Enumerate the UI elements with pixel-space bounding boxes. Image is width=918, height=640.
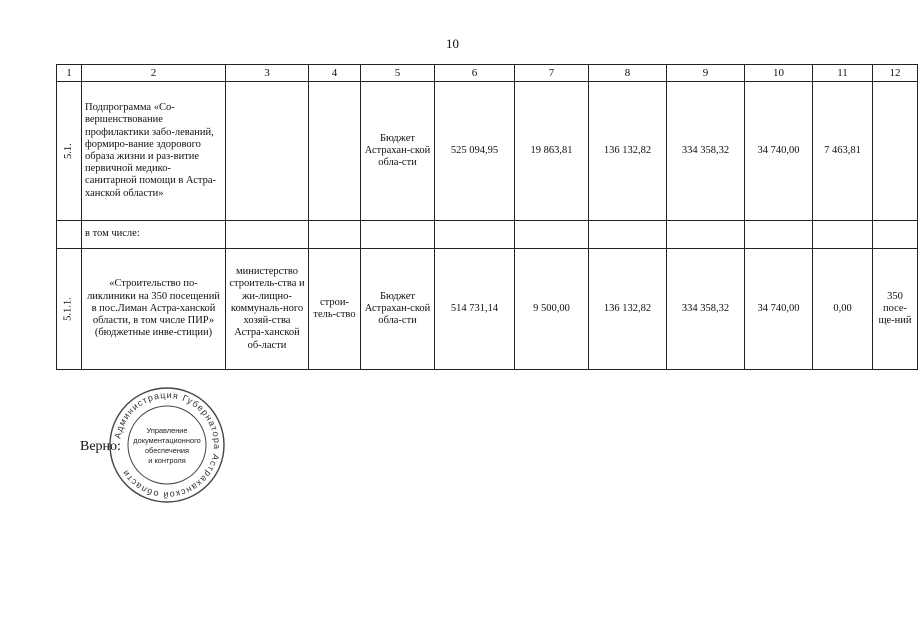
empty-cell xyxy=(589,221,667,249)
verno-label: Верно: xyxy=(80,439,121,454)
row-code-cell xyxy=(57,82,82,221)
header-cell: 8 xyxy=(589,65,667,82)
value-cell: 0,00 xyxy=(813,249,873,370)
source-cell: Бюджет Астрахан-ской обла-сти xyxy=(361,82,435,221)
stamp-center-line: документационного xyxy=(133,436,201,445)
program-name-cell: «Строительство по-ликлиники на 350 посещений в пос.Лиман Астра-ханской области, в том числе ПИР» (бюджетные инве-стиции) xyxy=(82,249,226,370)
empty-cell xyxy=(226,221,309,249)
header-cell: 9 xyxy=(667,65,745,82)
row-code: 5.1.1. xyxy=(62,297,74,321)
value-cell: 34 740,00 xyxy=(745,249,813,370)
value-cell: 334 358,32 xyxy=(667,82,745,221)
value-cell: 9 500,00 xyxy=(515,249,589,370)
empty-cell xyxy=(435,221,515,249)
result-cell: 350 посе-ще-ний xyxy=(873,249,918,370)
empty-cell xyxy=(813,221,873,249)
type-cell: строи-тель-ство xyxy=(309,249,361,370)
empty-cell xyxy=(57,221,82,249)
row-code: 5.1. xyxy=(62,143,74,159)
program-name-cell: Подпрограмма «Со-вершенствование профилактики забо-леваний, формиро-вание здорового образа жизни и раз-витие первичной медико-санитарной помощи в Астра-ханской области» xyxy=(82,82,226,221)
table-row xyxy=(57,82,918,221)
stamp-ring-text: Администрация Губернатора Астраханской области xyxy=(112,389,223,501)
header-cell: 11 xyxy=(813,65,873,82)
header-cell: 1 xyxy=(57,65,82,82)
header-cell: 12 xyxy=(873,65,918,82)
value-cell: 136 132,82 xyxy=(589,249,667,370)
empty-cell xyxy=(309,221,361,249)
stamp-center-line: обеспечения xyxy=(144,446,190,455)
empty-cell xyxy=(361,221,435,249)
value-cell: 334 358,32 xyxy=(667,249,745,370)
row-code-cell xyxy=(57,249,82,370)
header-cell: 10 xyxy=(745,65,813,82)
table-row xyxy=(57,221,918,249)
executor-cell xyxy=(226,82,309,221)
source-cell: Бюджет Астрахан-ской обла-сти xyxy=(361,249,435,370)
empty-cell xyxy=(745,221,813,249)
header-row xyxy=(57,65,918,82)
subtotal-label: в том числе: xyxy=(82,221,226,249)
budget-table xyxy=(56,64,918,370)
empty-cell xyxy=(667,221,745,249)
page-number: 10 xyxy=(446,36,459,51)
value-cell: 525 094,95 xyxy=(435,82,515,221)
official-stamp xyxy=(107,385,227,505)
stamp-center-line: и контроля xyxy=(148,456,186,465)
table-row xyxy=(57,249,918,370)
type-cell xyxy=(309,82,361,221)
empty-cell xyxy=(515,221,589,249)
header-cell: 7 xyxy=(515,65,589,82)
header-cell: 2 xyxy=(82,65,226,82)
value-cell: 136 132,82 xyxy=(589,82,667,221)
value-cell: 34 740,00 xyxy=(745,82,813,221)
executor-cell: министерство строитель-ства и жи-лищно-коммуналь-ного хозяй-ства Астра-ханской об-ласти xyxy=(226,249,309,370)
value-cell: 19 863,81 xyxy=(515,82,589,221)
value-cell: 7 463,81 xyxy=(813,82,873,221)
header-cell: 3 xyxy=(226,65,309,82)
header-cell: 6 xyxy=(435,65,515,82)
result-cell xyxy=(873,82,918,221)
header-cell: 4 xyxy=(309,65,361,82)
empty-cell xyxy=(873,221,918,249)
header-cell: 5 xyxy=(361,65,435,82)
value-cell: 514 731,14 xyxy=(435,249,515,370)
stamp-center-line: Управление xyxy=(146,426,188,435)
